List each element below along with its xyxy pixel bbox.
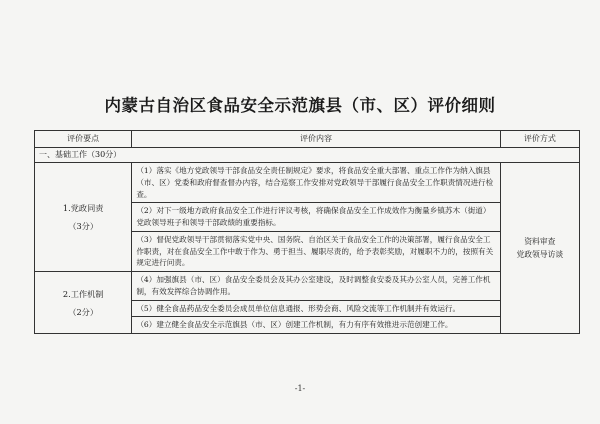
content-cell (132, 163, 500, 272)
item-label: 2.工作机制 (62, 288, 104, 299)
evaluation-table (34, 130, 580, 334)
table-row (35, 163, 580, 272)
content-paragraph: （1）落实《地方党政领导干部食品安全责任制规定》要求，将食品安全重大部署、重点工作作为纳入旗县（市、区）党委和政府督查督办内容，结合巡察工作安排对党政领导干部履行食品安全工作职责情况进行检查。 (136, 166, 494, 199)
content-paragraph: （2）对下一级地方政府食品安全工作进行评议考核，将确保食品安全工作成效作为衡量乡镇苏木（街道）党政领导班子和领导干部政绩的重要指标。 (131, 202, 500, 231)
header-evaluation-method: 评价方式 (500, 131, 579, 148)
page-number: -1- (294, 384, 306, 393)
table-row (35, 272, 580, 334)
method-line: 党政领导访谈 (516, 250, 564, 260)
table-header-row (35, 131, 580, 148)
item-label: 1.党政同责 (62, 203, 104, 214)
category-label: 一、基础工作（30分） (35, 148, 580, 163)
item-score: （3分） (68, 221, 99, 232)
content-cell (132, 272, 500, 334)
category-row (35, 148, 580, 163)
method-line: 资料审查 (524, 236, 556, 246)
content-paragraph: （5）健全食品药品安全委员会成员单位信息通报、形势会商、风险交流等工作机制并有效运行。 (131, 300, 500, 317)
header-evaluation-point: 评价要点 (35, 131, 132, 148)
item-cell (35, 272, 132, 334)
item-cell (35, 163, 132, 272)
page-title: 内蒙古自治区食品安全示范旗县（市、区）评价细则 (104, 96, 496, 115)
content-paragraph: （6）建立健全食品安全示范旗县（市、区）创建工作机制，有力有序有效推进示范创建工作。 (131, 316, 500, 333)
header-evaluation-content: 评价内容 (132, 131, 500, 148)
content-paragraph: （3）督促党政领导干部贯彻落实党中央、国务院、自治区关于食品安全工作的决策部署，履行食品安全工作职责，对在食品安全工作中敢于作为、勇于担当、履职尽责的，给予表彰奖励，对履职不力的，按照有关规定进行问责。 (131, 231, 500, 271)
method-cell (500, 163, 579, 334)
content-paragraph: （4）加强旗县（市、区）食品安全委员会及其办公室建设，及时调整食安委及其办公室人员，完善工作机制，有效发挥综合协调作用。 (136, 275, 491, 296)
item-score: （2分） (68, 306, 99, 317)
